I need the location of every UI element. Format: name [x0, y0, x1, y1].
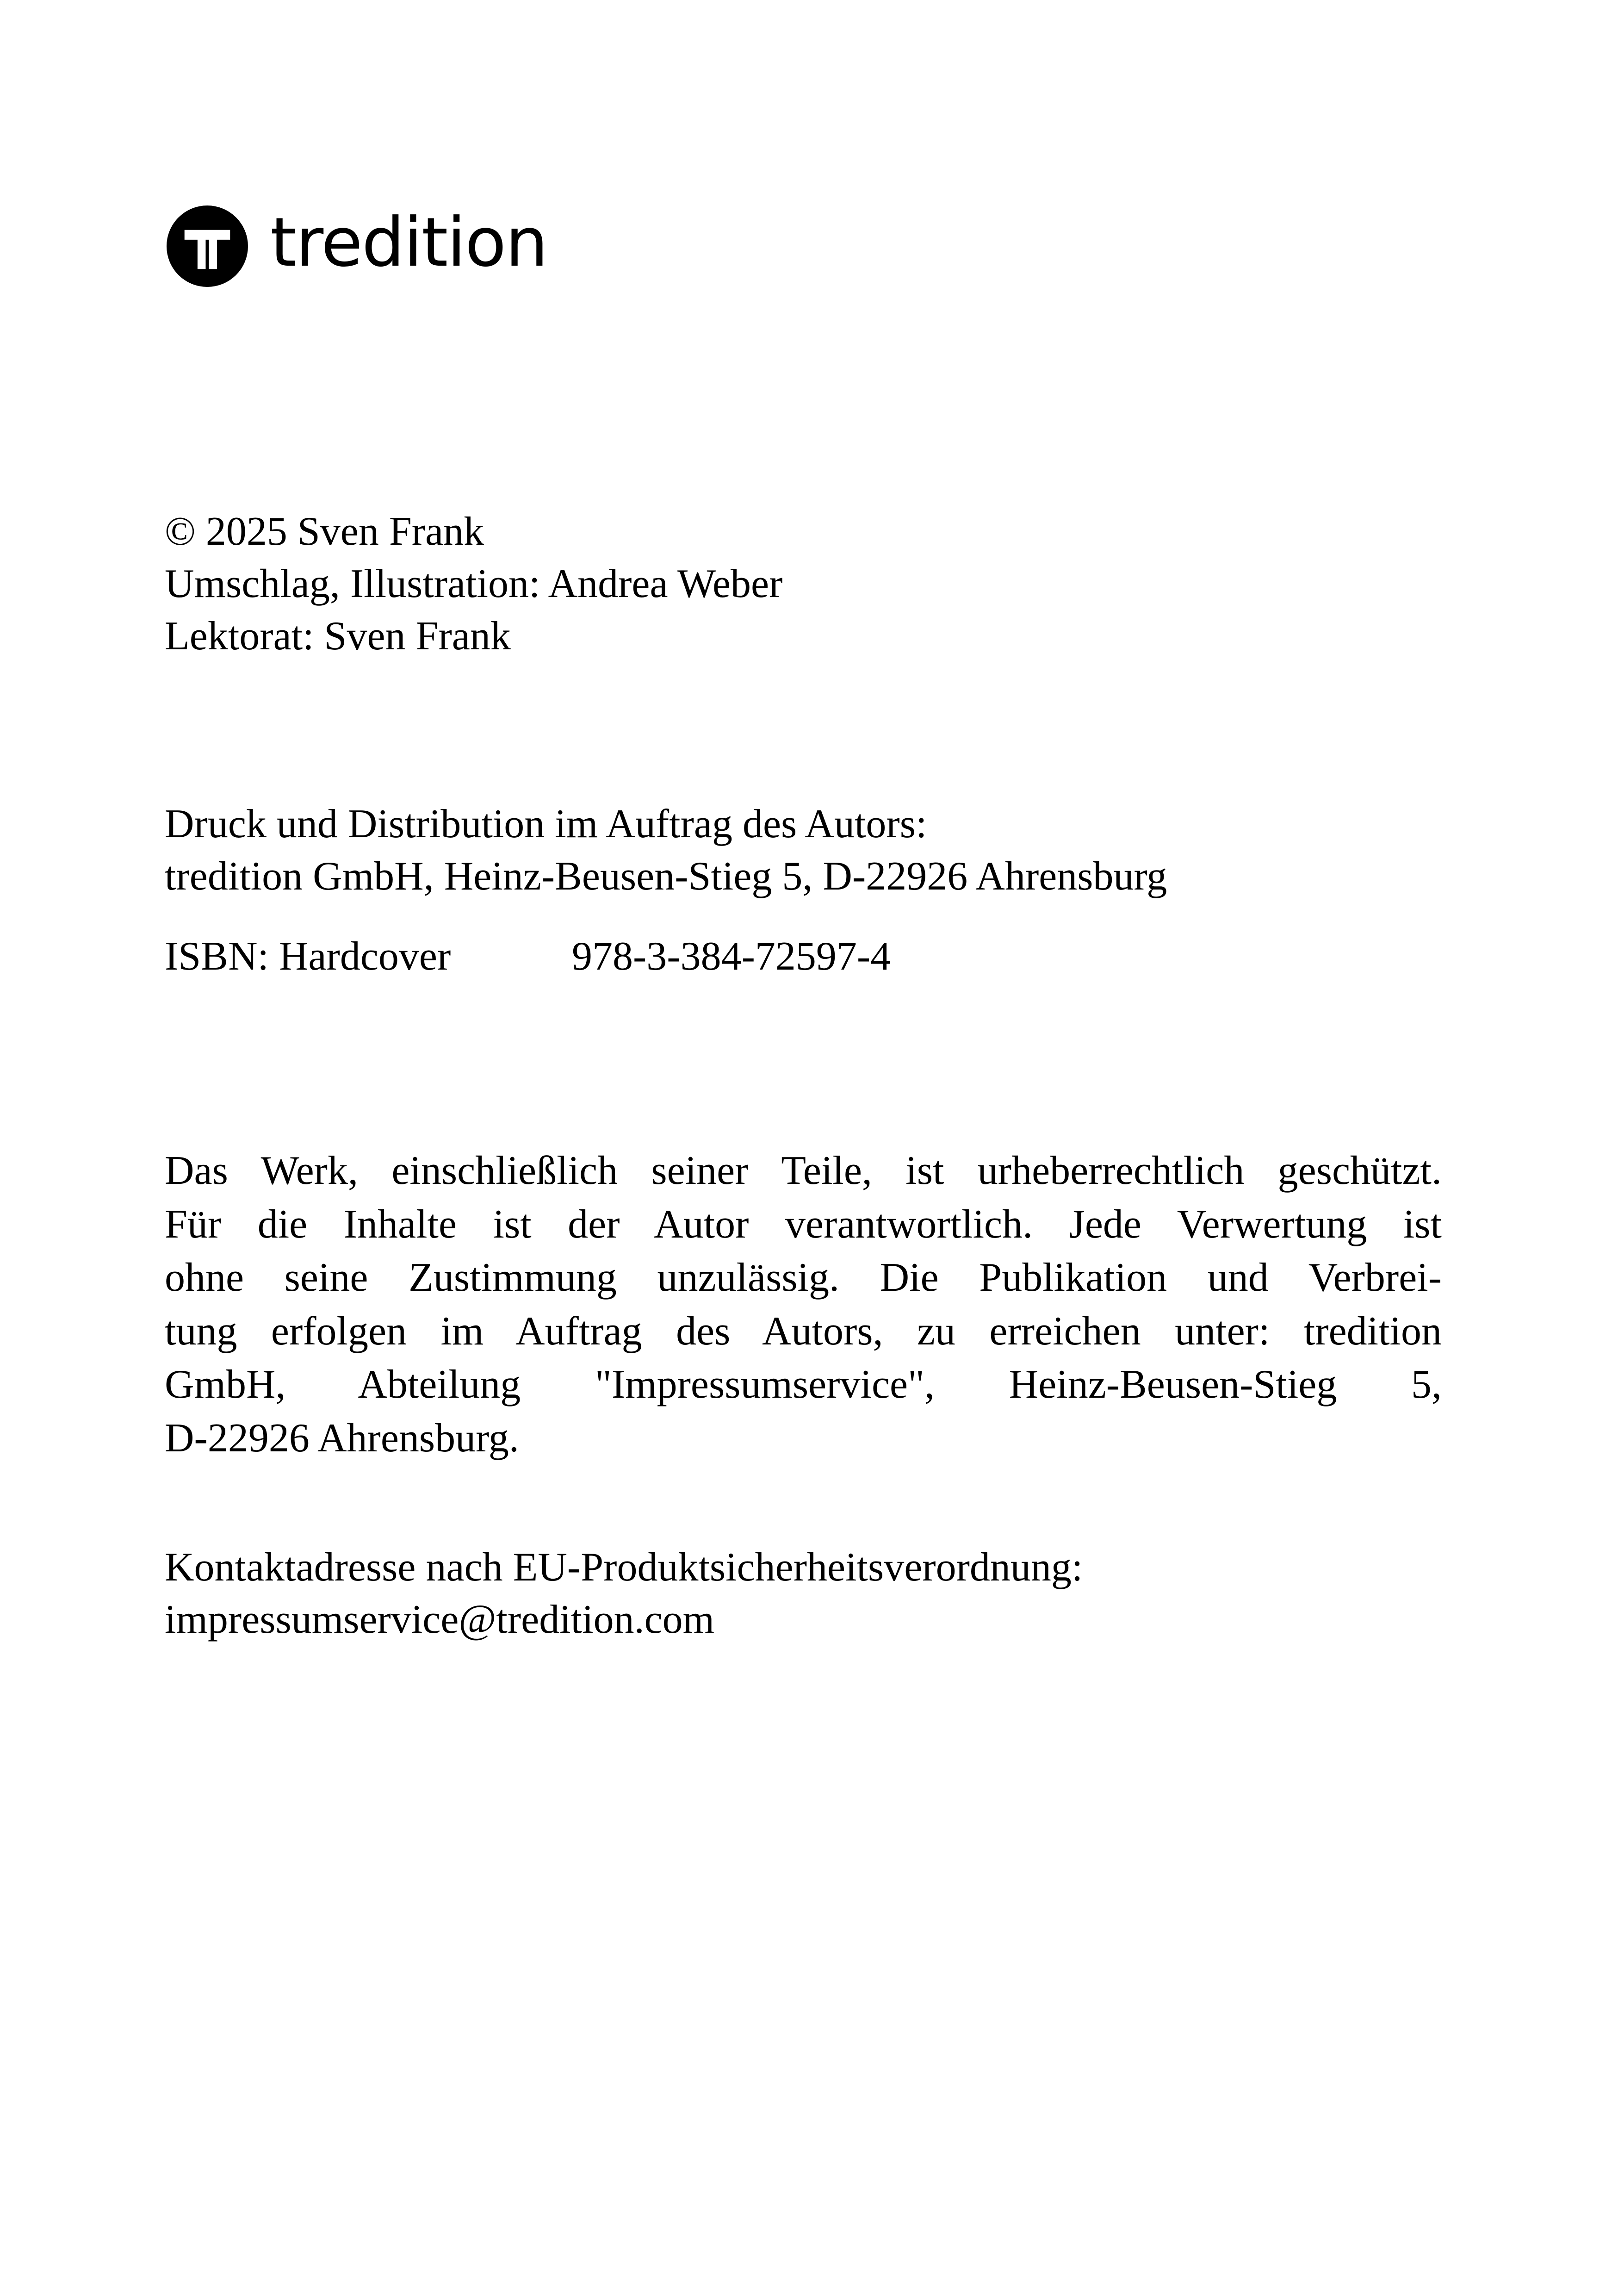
legal-notice: [165, 1144, 1442, 1465]
legal-line: D-22926 Ahrensburg.: [165, 1415, 519, 1461]
legal-line: GmbH, Abteilung "Impressumservice", Heinz-Beusen-Stieg 5,: [165, 1362, 1442, 1407]
copyright-line: © 2025 Sven Frank: [165, 509, 484, 554]
credits-block: [165, 505, 782, 662]
legal-line: Das Werk, einschließlich seiner Teile, ist urheberrechtlich geschützt.: [165, 1148, 1442, 1193]
editing-credit-line: Lektorat: Sven Frank: [165, 614, 511, 659]
logo-wordmark: tredition: [270, 203, 547, 282]
distribution-line-2: tredition GmbH, Heinz-Beusen-Stieg 5, D-22926 Ahrensburg: [165, 854, 1167, 899]
isbn-line: [165, 930, 891, 983]
legal-line: Für die Inhalte ist der Autor verantwortlich. Jede Verwertung ist: [165, 1201, 1442, 1247]
cover-credit-line: Umschlag, Illustration: Andrea Weber: [165, 561, 783, 606]
contact-block: [165, 1541, 1083, 1646]
tredition-logo-icon: [167, 205, 248, 287]
contact-email: impressumservice@tredition.com: [165, 1597, 715, 1642]
legal-line: ohne seine Zustimmung unzulässig. Die Publikation und Verbrei-: [165, 1255, 1442, 1300]
contact-line-1: Kontaktadresse nach EU-Produktsicherheitsverordnung:: [165, 1545, 1083, 1590]
legal-line: tung erfolgen im Auftrag des Autors, zu erreichen unter: tredition: [165, 1308, 1442, 1354]
distribution-block: [165, 798, 1167, 902]
isbn-label: ISBN: Hardcover: [165, 934, 451, 979]
publisher-logo: [167, 205, 547, 288]
distribution-line-1: Druck und Distribution im Auftrag des Autors:: [165, 802, 927, 846]
isbn-number: 978-3-384-72597-4: [572, 934, 891, 979]
